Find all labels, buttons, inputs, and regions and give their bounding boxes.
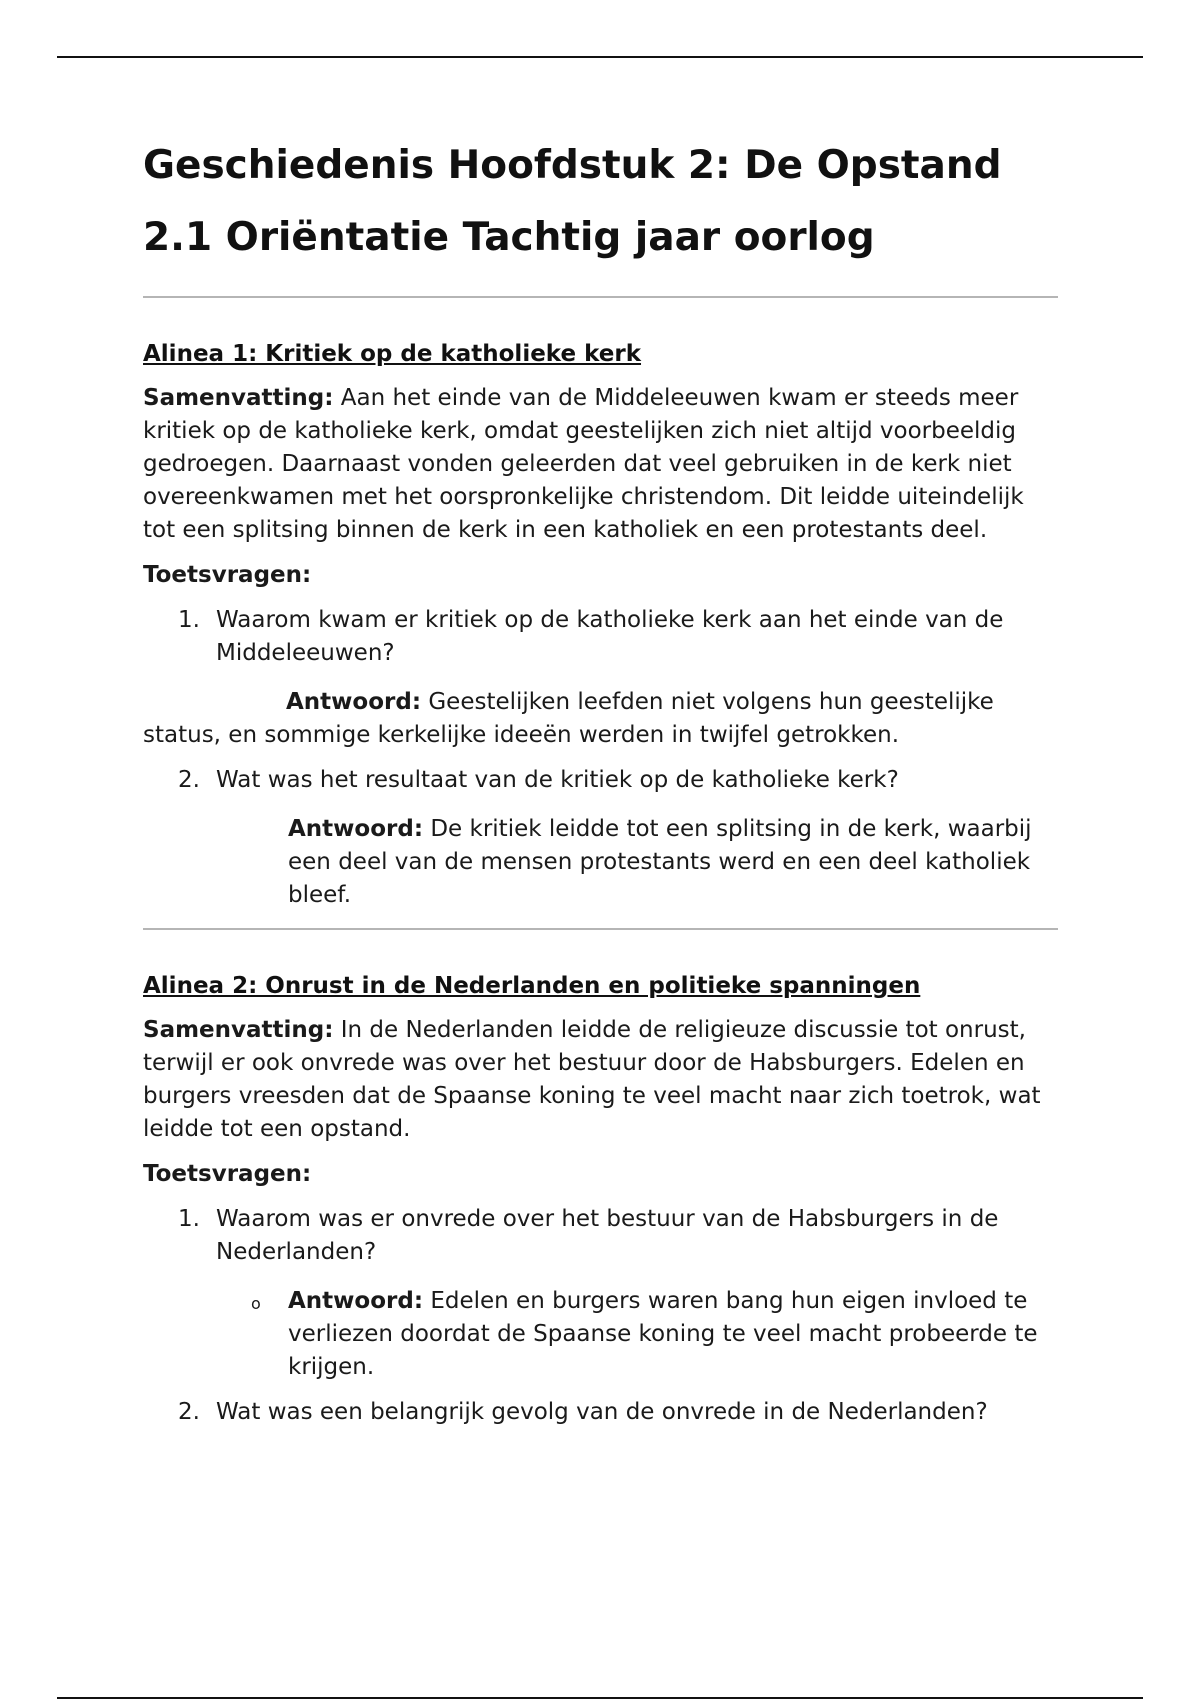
bottom-page-rule — [57, 1697, 1143, 1699]
section-heading: Alinea 1: Kritiek op de katholieke kerk — [143, 341, 642, 367]
questions-label: Toetsvragen: — [143, 562, 312, 588]
section-alinea-2 — [143, 970, 1058, 1429]
section-alinea-1 — [143, 338, 1058, 912]
section-heading: Alinea 2: Onrust in de Nederlanden en politieke spanningen — [143, 973, 921, 999]
summary-paragraph — [143, 1014, 1058, 1146]
document-body — [143, 130, 1058, 1429]
question-number: 2. — [178, 767, 200, 793]
question-text: Waarom kwam er kritiek op de katholieke kerk aan het einde van de Middeleeuwen? — [216, 607, 1004, 666]
question-number: 1. — [178, 607, 200, 633]
question-text: Wat was het resultaat van de kritiek op de katholieke kerk? — [216, 767, 899, 793]
question-item — [143, 604, 1058, 670]
section-divider — [143, 296, 1058, 298]
question-number: 2. — [178, 1399, 200, 1425]
answer-paragraph — [143, 813, 1058, 912]
answer-paragraph — [143, 686, 1058, 752]
answer-label: Antwoord: — [288, 816, 424, 842]
answer-text: De kritiek leidde tot een splitsing in de kerk, waarbij een deel van de mensen protestants werd en een deel katholiek bleef. — [288, 816, 1032, 908]
question-text: Wat was een belangrijk gevolg van de onvrede in de Nederlanden? — [216, 1399, 988, 1425]
answer-paragraph — [143, 1285, 1058, 1384]
answer-label: Antwoord: — [286, 689, 422, 715]
question-item — [143, 1396, 1058, 1429]
top-page-rule — [57, 56, 1143, 58]
summary-text: Aan het einde van de Middeleeuwen kwam er steeds meer kritiek op de katholieke kerk, omdat geestelijken zich niet altijd voorbeeldig gedroegen. Daarnaast vonden geleerden dat veel gebruiken in de kerk niet overeenkwamen met het oorspronkelijke christendom. Dit leidde uiteindelijk tot een splitsing binnen de kerk in een katholiek en een protestants deel. — [143, 385, 1024, 543]
summary-label: Samenvatting: — [143, 385, 334, 411]
section-divider — [143, 928, 1058, 930]
question-number: 1. — [178, 1206, 200, 1232]
summary-label: Samenvatting: — [143, 1017, 334, 1043]
questions-label: Toetsvragen: — [143, 1161, 312, 1187]
document-title: Geschiedenis Hoofdstuk 2: De Opstand — [143, 143, 1002, 188]
question-item — [143, 1203, 1058, 1269]
document-subtitle: 2.1 Oriëntatie Tachtig jaar oorlog — [143, 215, 875, 260]
question-item — [143, 764, 1058, 797]
answer-text: Edelen en burgers waren bang hun eigen invloed te verliezen doordat de Spaanse koning te veel macht probeerde te krijgen. — [288, 1288, 1038, 1380]
answer-text: Geestelijken leefden niet volgens hun geestelijke status, en sommige kerkelijke ideeën werden in twijfel getrokken. — [143, 689, 994, 748]
answer-label: Antwoord: — [288, 1288, 424, 1314]
summary-paragraph — [143, 382, 1058, 547]
summary-text: In de Nederlanden leidde de religieuze discussie tot onrust, terwijl er ook onvrede was over het bestuur door de Habsburgers. Edelen en burgers vreesden dat de Spaanse koning te veel macht naar zich toetrok, wat leidde tot een opstand. — [143, 1017, 1041, 1142]
bullet-circle-icon: o — [251, 1294, 261, 1313]
question-text: Waarom was er onvrede over het bestuur van de Habsburgers in de Nederlanden? — [216, 1206, 999, 1265]
